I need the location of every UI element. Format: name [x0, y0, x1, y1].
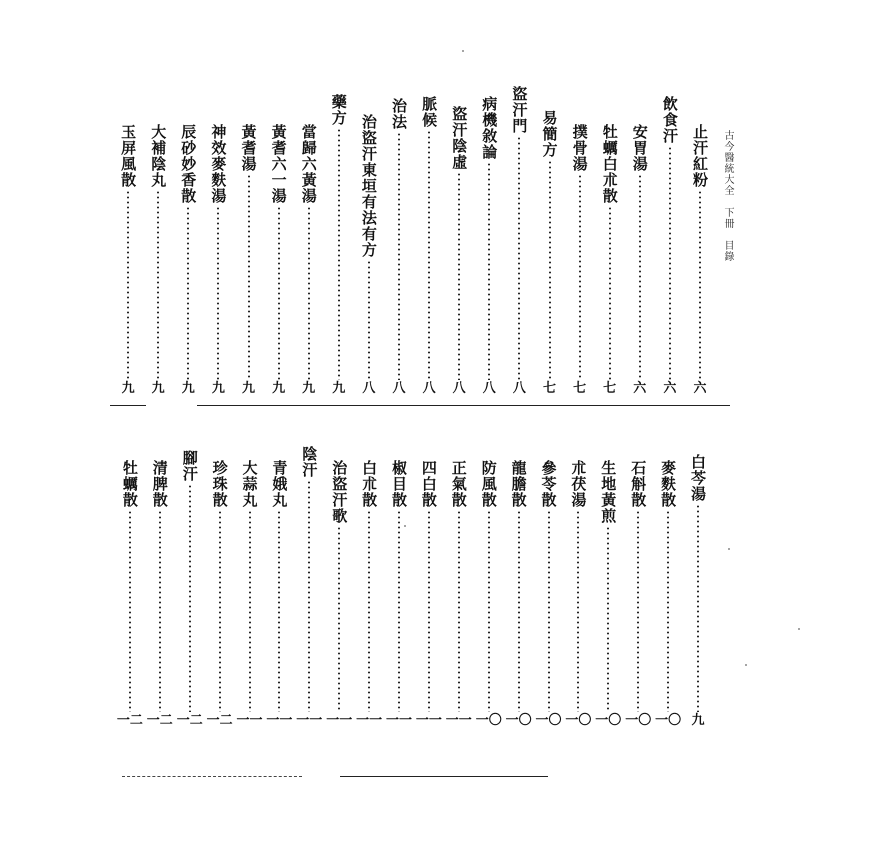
dot-leader	[219, 510, 221, 712]
toc-entry-title: 安胃湯	[630, 124, 649, 172]
toc-entry	[568, 124, 592, 396]
toc-entry	[327, 94, 351, 396]
toc-entry	[598, 124, 622, 396]
toc-entry-title: 生地黃煎	[599, 460, 618, 524]
toc-entry-page: 一二	[206, 713, 233, 728]
toc-entry-page: 九	[691, 713, 705, 728]
toc-entry	[417, 460, 441, 728]
scan-speck	[798, 628, 800, 630]
dot-leader	[699, 190, 701, 380]
toc-entry-page: 七	[573, 381, 587, 396]
toc-entry-page: 八	[452, 381, 466, 396]
toc-entry-title: 治盜汗歌	[330, 460, 349, 524]
dot-leader	[338, 526, 340, 712]
toc-entry	[208, 460, 232, 728]
toc-entry	[596, 460, 620, 728]
toc-entry-page: 九	[121, 381, 135, 396]
toc-entry-title: 大補陰丸	[149, 124, 168, 188]
toc-entry	[176, 124, 200, 396]
toc-entry-title: 參苓散	[539, 460, 558, 508]
toc-entry-title: 陰汗	[300, 446, 319, 478]
toc-entry-title: 麥麩散	[659, 460, 678, 508]
toc-entry	[538, 110, 562, 396]
toc-entry	[118, 460, 142, 728]
toc-entry-title: 青娥丸	[270, 460, 289, 508]
toc-entry	[357, 114, 381, 396]
toc-entry	[357, 460, 381, 728]
toc-entry	[686, 454, 710, 728]
toc-entry-page: 一一	[236, 713, 263, 728]
toc-entry-page: 一〇	[595, 713, 622, 728]
toc-entry-title: 龍膽散	[509, 460, 528, 508]
toc-entry-page: 七	[603, 381, 617, 396]
bottom-rule-right	[340, 776, 548, 777]
toc-entry-title: 石斛散	[629, 460, 648, 508]
toc-entry-title: 珍珠散	[210, 460, 229, 508]
dot-leader	[217, 206, 219, 380]
toc-entry-page: 一〇	[535, 713, 562, 728]
toc-entry-title: 病機敘論	[480, 96, 499, 160]
toc-entry-title: 辰砂妙香散	[179, 124, 198, 204]
scan-speck	[745, 664, 747, 666]
dot-leader	[488, 510, 490, 712]
toc-entry	[297, 124, 321, 396]
dot-leader	[518, 510, 520, 712]
toc-entry-title: 玉屏風散	[119, 124, 138, 188]
dot-leader	[637, 510, 639, 712]
toc-entry	[477, 460, 501, 728]
toc-entry	[206, 124, 230, 396]
toc-entry-title: 白芩湯	[689, 454, 707, 502]
toc-entry-title: 當歸六黃湯	[299, 124, 318, 204]
toc-entry-page: 一一	[386, 713, 413, 728]
toc-entry-page: 九	[332, 381, 346, 396]
toc-entry-title: 白朮散	[360, 460, 379, 508]
dot-leader	[249, 510, 251, 712]
toc-entry	[327, 460, 351, 728]
toc-entry-title: 牡蠣白朮散	[600, 124, 619, 204]
toc-entry-page: 六	[633, 381, 647, 396]
toc-entry-page: 八	[392, 381, 406, 396]
dot-leader	[129, 510, 131, 712]
toc-entry	[178, 450, 202, 728]
dot-leader	[187, 206, 189, 380]
top-block-rule	[197, 405, 730, 406]
toc-entry	[537, 460, 561, 728]
toc-entry-page: 九	[151, 381, 165, 396]
toc-entry	[148, 460, 172, 728]
toc-entry-page: 七	[542, 381, 556, 396]
dot-leader	[697, 504, 699, 712]
running-head: 古今醫統大全 下冊 目錄	[722, 130, 733, 262]
toc-entry-title: 四白散	[419, 460, 438, 508]
toc-entry-title: 藥方	[329, 94, 348, 126]
toc-entry	[417, 96, 441, 396]
toc-entry-title: 盜汗門	[510, 86, 529, 134]
toc-entry	[477, 96, 501, 396]
toc-entry-page: 一一	[356, 713, 383, 728]
toc-entry-page: 九	[302, 381, 316, 396]
dot-leader	[549, 160, 551, 380]
toc-entry	[297, 446, 321, 728]
toc-entry-page: 六	[663, 381, 677, 396]
toc-entry-page: 九	[181, 381, 195, 396]
toc-entry-page: 一一	[445, 713, 472, 728]
dot-leader	[308, 206, 310, 380]
dot-leader	[669, 146, 671, 380]
dot-leader	[607, 526, 609, 712]
toc-entry-title: 大蒜丸	[240, 460, 259, 508]
toc-entry	[507, 460, 531, 728]
toc-entry	[447, 106, 471, 396]
scan-speck	[404, 525, 406, 527]
toc-entry-page: 八	[512, 381, 526, 396]
toc-entry-page: 一〇	[625, 713, 652, 728]
dot-leader	[488, 162, 490, 380]
toc-entry-title: 朮茯湯	[569, 460, 588, 508]
dot-leader	[428, 510, 430, 712]
scan-speck	[462, 50, 464, 52]
toc-entry	[238, 460, 262, 728]
toc-entry	[447, 460, 471, 728]
toc-entry	[387, 98, 411, 396]
toc-entry-title: 脈候	[420, 96, 439, 128]
toc-entry	[116, 124, 140, 396]
toc-entry-page: 九	[272, 381, 286, 396]
toc-entry	[626, 460, 650, 728]
toc-entry	[507, 86, 531, 396]
toc-entry	[267, 460, 291, 728]
top-block-rule-left	[110, 405, 146, 406]
scan-speck	[728, 548, 730, 550]
dot-leader	[398, 510, 400, 712]
dot-leader	[579, 174, 581, 380]
dot-leader	[428, 130, 430, 380]
toc-entry-page: 一一	[266, 713, 293, 728]
toc-entry-title: 盜汗陰虛	[450, 106, 469, 170]
dot-leader	[278, 510, 280, 712]
dot-leader	[278, 206, 280, 380]
toc-entry-page: 一二	[176, 713, 203, 728]
toc-entry-page: 一〇	[655, 713, 682, 728]
toc-entry-page: 一二	[116, 713, 143, 728]
toc-entry-page: 一一	[326, 713, 353, 728]
dot-leader	[548, 510, 550, 712]
toc-entry	[656, 460, 680, 728]
toc-entry	[267, 124, 291, 396]
toc-entry-page: 六	[693, 381, 707, 396]
toc-entry	[237, 124, 261, 396]
dot-leader	[458, 510, 460, 712]
dot-leader	[518, 136, 520, 380]
dot-leader	[308, 480, 310, 712]
dot-leader	[189, 484, 191, 712]
toc-entry-page: 一〇	[505, 713, 532, 728]
toc-entry-title: 腳汗	[180, 450, 199, 482]
toc-entry-title: 止汗紅粉	[691, 124, 709, 188]
toc-entry-title: 撲骨湯	[570, 124, 589, 172]
toc-entry-page: 一〇	[565, 713, 592, 728]
toc-entry-title: 正氣散	[449, 460, 468, 508]
dot-leader	[577, 510, 579, 712]
toc-entry-title: 清脾散	[150, 460, 169, 508]
dot-leader	[368, 260, 370, 380]
toc-entry	[628, 124, 652, 396]
toc-entry-title: 飲食汗	[660, 96, 679, 144]
toc-entry-page: 九	[211, 381, 225, 396]
dot-leader	[458, 172, 460, 380]
dot-leader	[667, 510, 669, 712]
toc-entry-title: 黃耆湯	[239, 124, 258, 172]
dot-leader	[609, 206, 611, 380]
toc-entry-page: 八	[422, 381, 436, 396]
toc-entry	[387, 460, 411, 728]
dot-leader	[127, 190, 129, 380]
dot-leader	[368, 510, 370, 712]
toc-entry-page: 八	[482, 381, 496, 396]
dot-leader	[338, 128, 340, 380]
toc-entry-title: 治法	[390, 98, 408, 130]
toc-entry-title: 治盜汗東垣有法有方	[359, 114, 378, 258]
dot-leader	[159, 510, 161, 712]
toc-entry-title: 黃耆六一湯	[269, 124, 288, 204]
toc-entry-page: 一二	[146, 713, 173, 728]
dot-leader	[157, 190, 159, 380]
toc-entry	[688, 124, 712, 396]
toc-entry-page: 一〇	[475, 713, 502, 728]
bottom-rule-left	[122, 776, 302, 777]
toc-entry-title: 椒目散	[390, 460, 408, 508]
dot-leader	[639, 174, 641, 380]
toc-entry	[146, 124, 170, 396]
dot-leader	[398, 132, 400, 380]
toc-entry-page: 九	[241, 381, 255, 396]
toc-entry	[658, 96, 682, 396]
toc-entry-title: 神效麥麩湯	[209, 124, 228, 204]
dot-leader	[248, 174, 250, 380]
toc-entry	[566, 460, 590, 728]
toc-entry-title: 牡蠣散	[120, 460, 139, 508]
toc-entry-page: 一一	[296, 713, 323, 728]
toc-entry-title: 易簡方	[540, 110, 559, 158]
toc-entry-title: 防風散	[479, 460, 498, 508]
toc-entry-page: 八	[362, 381, 376, 396]
toc-entry-page: 一一	[415, 713, 442, 728]
